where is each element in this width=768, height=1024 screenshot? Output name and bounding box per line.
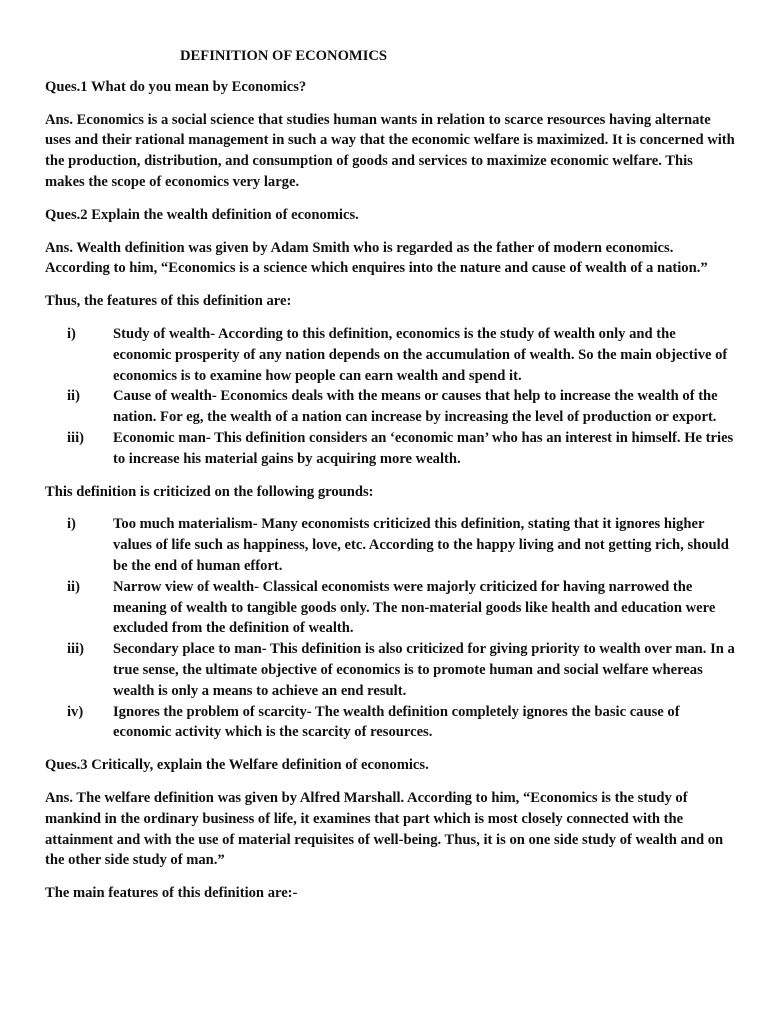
features-intro: Thus, the features of this definition are: [45, 293, 292, 310]
document-page [45, 46, 735, 916]
list-item [45, 514, 735, 576]
list-item [45, 428, 735, 470]
list-item [45, 386, 735, 428]
criticisms-list [45, 514, 735, 743]
list-item-text: Study of wealth- According to this definition, economics is the study of wealth only and the economic prosperity of any nation depends on the accumulation of wealth. So the main objective of economics is to examine how people can earn wealth and spend it. [113, 325, 728, 384]
features-list [45, 324, 735, 470]
document-title: DEFINITION OF ECONOMICS [180, 48, 388, 64]
list-item-number: iv) [67, 703, 84, 720]
list-item-number: ii) [67, 388, 80, 405]
question-2: Ques.2 Explain the wealth definition of economics. [45, 206, 359, 223]
list-item-number: i) [67, 516, 76, 533]
list-item [45, 702, 735, 744]
criticism-intro: This definition is criticized on the following grounds: [45, 483, 374, 500]
list-item-text: Economic man- This definition considers an ‘economic man’ who has an interest in himself. He tries to increase his material gains by acquiring more wealth. [113, 429, 734, 467]
question-3: Ques.3 Critically, explain the Welfare definition of economics. [45, 757, 429, 774]
list-item-number: iii) [67, 641, 85, 658]
list-item [45, 639, 735, 701]
list-item-number: ii) [67, 578, 80, 595]
list-item [45, 324, 735, 386]
list-item-number: iii) [67, 429, 85, 446]
list-item-text: Too much materialism- Many economists criticized this definition, stating that it ignores higher values of life such as happiness, love, etc. According to the happy living and not getting rich, should be the end of human effort. [113, 516, 729, 574]
features-intro-3: The main features of this definition are:- [45, 885, 298, 902]
list-item-text: Ignores the problem of scarcity- The wealth definition completely ignores the basic cause of economic activity which is the scarcity of resources. [113, 703, 680, 741]
list-item-text: Narrow view of wealth- Classical economists were majorly criticized for having narrowed the meaning of wealth to tangible goods only. The non-material goods like health and education were excluded from the definition of wealth. [113, 578, 716, 637]
answer-1: Ans. Economics is a social science that studies human wants in relation to scarce resources having alternate uses and their rational management in such a way that the economic welfare is maximized. It is concerned with the production, distribution, and consumption of goods and services to maximize economic welfare. This makes the scope of economics very large. [45, 111, 735, 190]
answer-3: Ans. The welfare definition was given by Alfred Marshall. According to him, “Economics is the study of mankind in the ordinary business of life, it examines that part which is most closely connected with the attainment and with the use of material requisites of well-being. Thus, it is on one side study of wealth and on the other side study of man.” [45, 789, 724, 869]
list-item-number: i) [67, 325, 76, 342]
list-item [45, 577, 735, 639]
question-1: Ques.1 What do you mean by Economics? [45, 78, 307, 95]
answer-2: Ans. Wealth definition was given by Adam Smith who is regarded as the father of modern economics. According to him, “Economics is a science which enquires into the nature and cause of wealth of a nation.” [45, 239, 708, 277]
list-item-text: Secondary place to man- This definition is also criticized for giving priority to wealth over man. In a true sense, the ultimate objective of economics is to promote human and social welfare whereas wealth is only a means to achieve an end result. [113, 641, 735, 699]
list-item-text: Cause of wealth- Economics deals with the means or causes that help to increase the wealth of the nation. For eg, the wealth of a nation can increase by increasing the level of production or export. [113, 388, 718, 426]
